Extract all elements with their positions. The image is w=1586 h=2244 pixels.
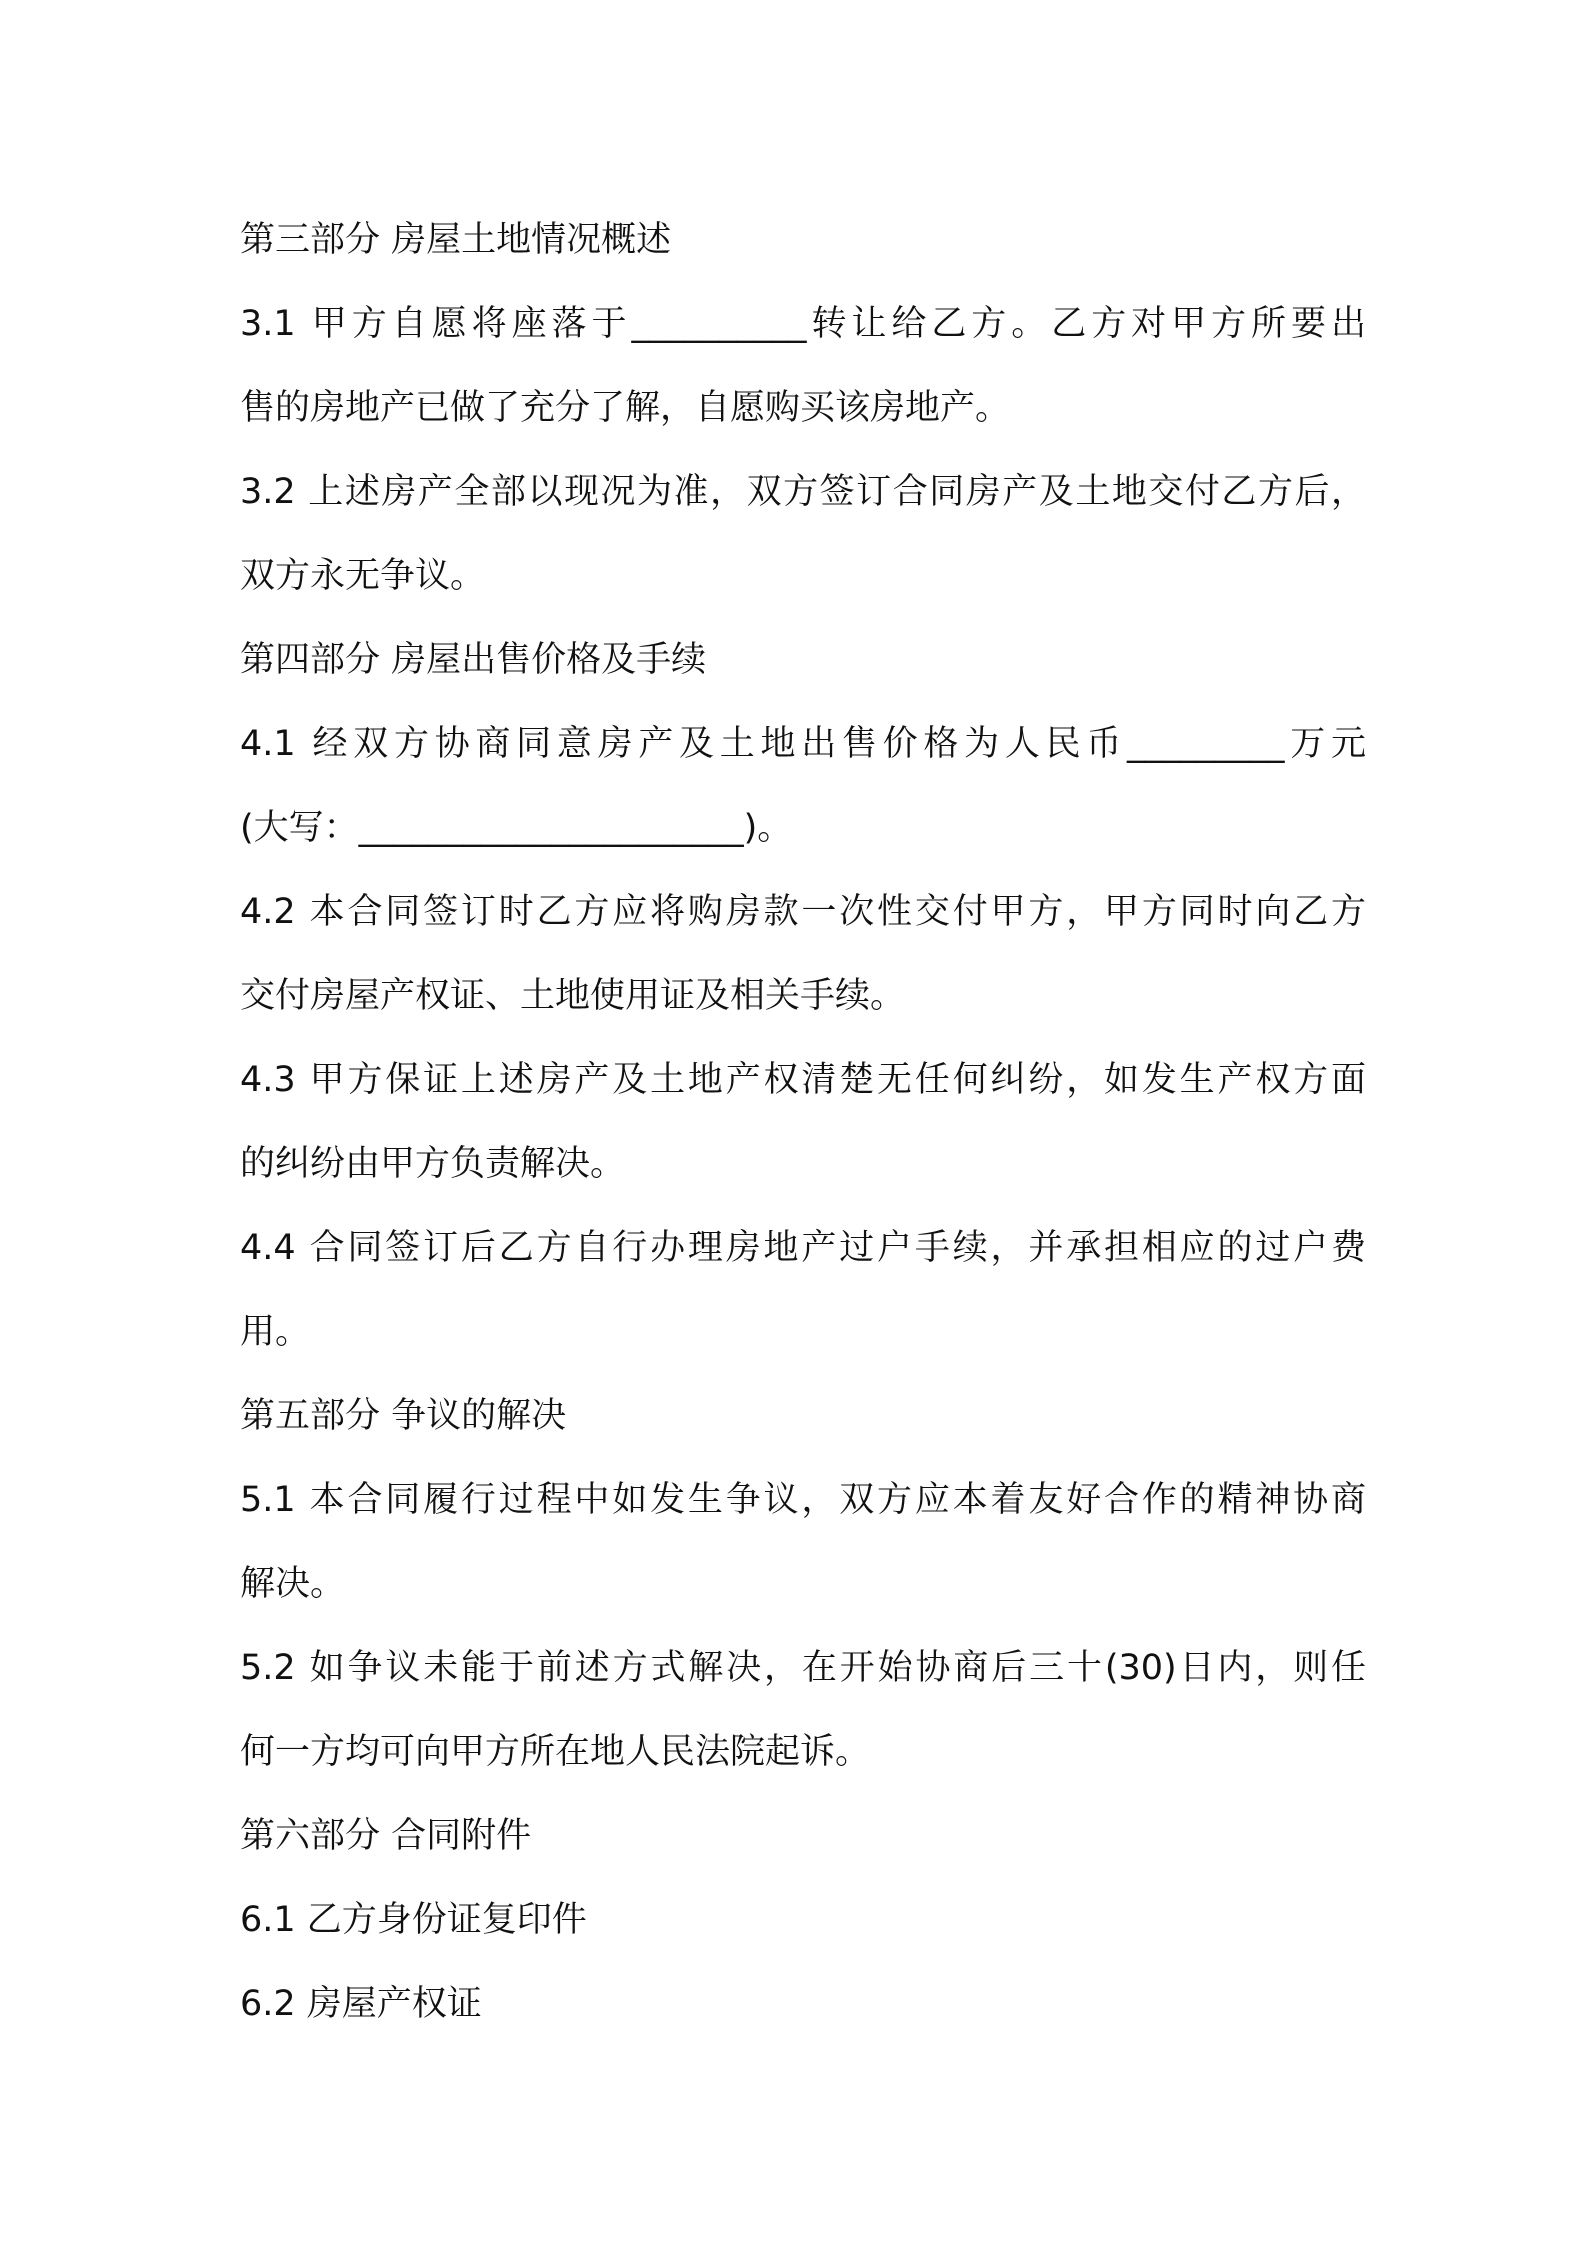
section-heading-6: 第六部分 合同附件 [240, 1816, 532, 1856]
section-heading-3: 第三部分 房屋土地情况概述 [240, 220, 672, 260]
clause-4-3-line-2: 的纠纷由甲方负责解决。 [240, 1144, 626, 1184]
clause-4-4-line-2: 用。 [240, 1312, 311, 1352]
clause-3-2-line-2: 双方永无争议。 [240, 556, 486, 596]
section-heading-5: 第五部分 争议的解决 [240, 1396, 567, 1436]
clause-4-2-line-1: 4.2 本合同签订时乙方应将购房款一次性交付甲方，甲方同时向乙方 [240, 892, 1366, 932]
clause-4-2-line-2: 交付房屋产权证、土地使用证及相关手续。 [240, 976, 906, 1016]
clause-5-1-line-1: 5.1 本合同履行过程中如发生争议，双方应本着友好合作的精神协商 [240, 1480, 1366, 1520]
clause-4-4-line-1: 4.4 合同签订后乙方自行办理房地产过户手续，并承担相应的过户费 [240, 1228, 1366, 1268]
clause-5-1-line-2: 解决。 [240, 1564, 346, 1604]
clause-3-2-line-1: 3.2 上述房产全部以现况为准，双方签订合同房产及土地交付乙方后， [240, 472, 1366, 512]
clause-5-2-line-1: 5.2 如争议未能于前述方式解决，在开始协商后三十(30)日内，则任 [240, 1648, 1366, 1688]
clause-5-2-line-2: 何一方均可向甲方所在地人民法院起诉。 [240, 1732, 871, 1772]
clause-4-1-line-2: (大写：______________________)。 [240, 808, 793, 848]
clause-6-1: 6.1 乙方身份证复印件 [240, 1900, 587, 1940]
document-body [240, 198, 1366, 2046]
clause-4-3-line-1: 4.3 甲方保证上述房产及土地产权清楚无任何纠纷，如发生产权方面 [240, 1060, 1366, 1100]
clause-3-1-line-1: 3.1 甲方自愿将座落于__________转让给乙方。乙方对甲方所要出 [240, 304, 1366, 344]
clause-4-1-line-1: 4.1 经双方协商同意房产及土地出售价格为人民币_________万元 [240, 724, 1366, 764]
section-heading-4: 第四部分 房屋出售价格及手续 [240, 640, 707, 680]
clause-6-2: 6.2 房屋产权证 [240, 1984, 482, 2024]
clause-3-1-line-2: 售的房地产已做了充分了解，自愿购买该房地产。 [240, 388, 1011, 428]
